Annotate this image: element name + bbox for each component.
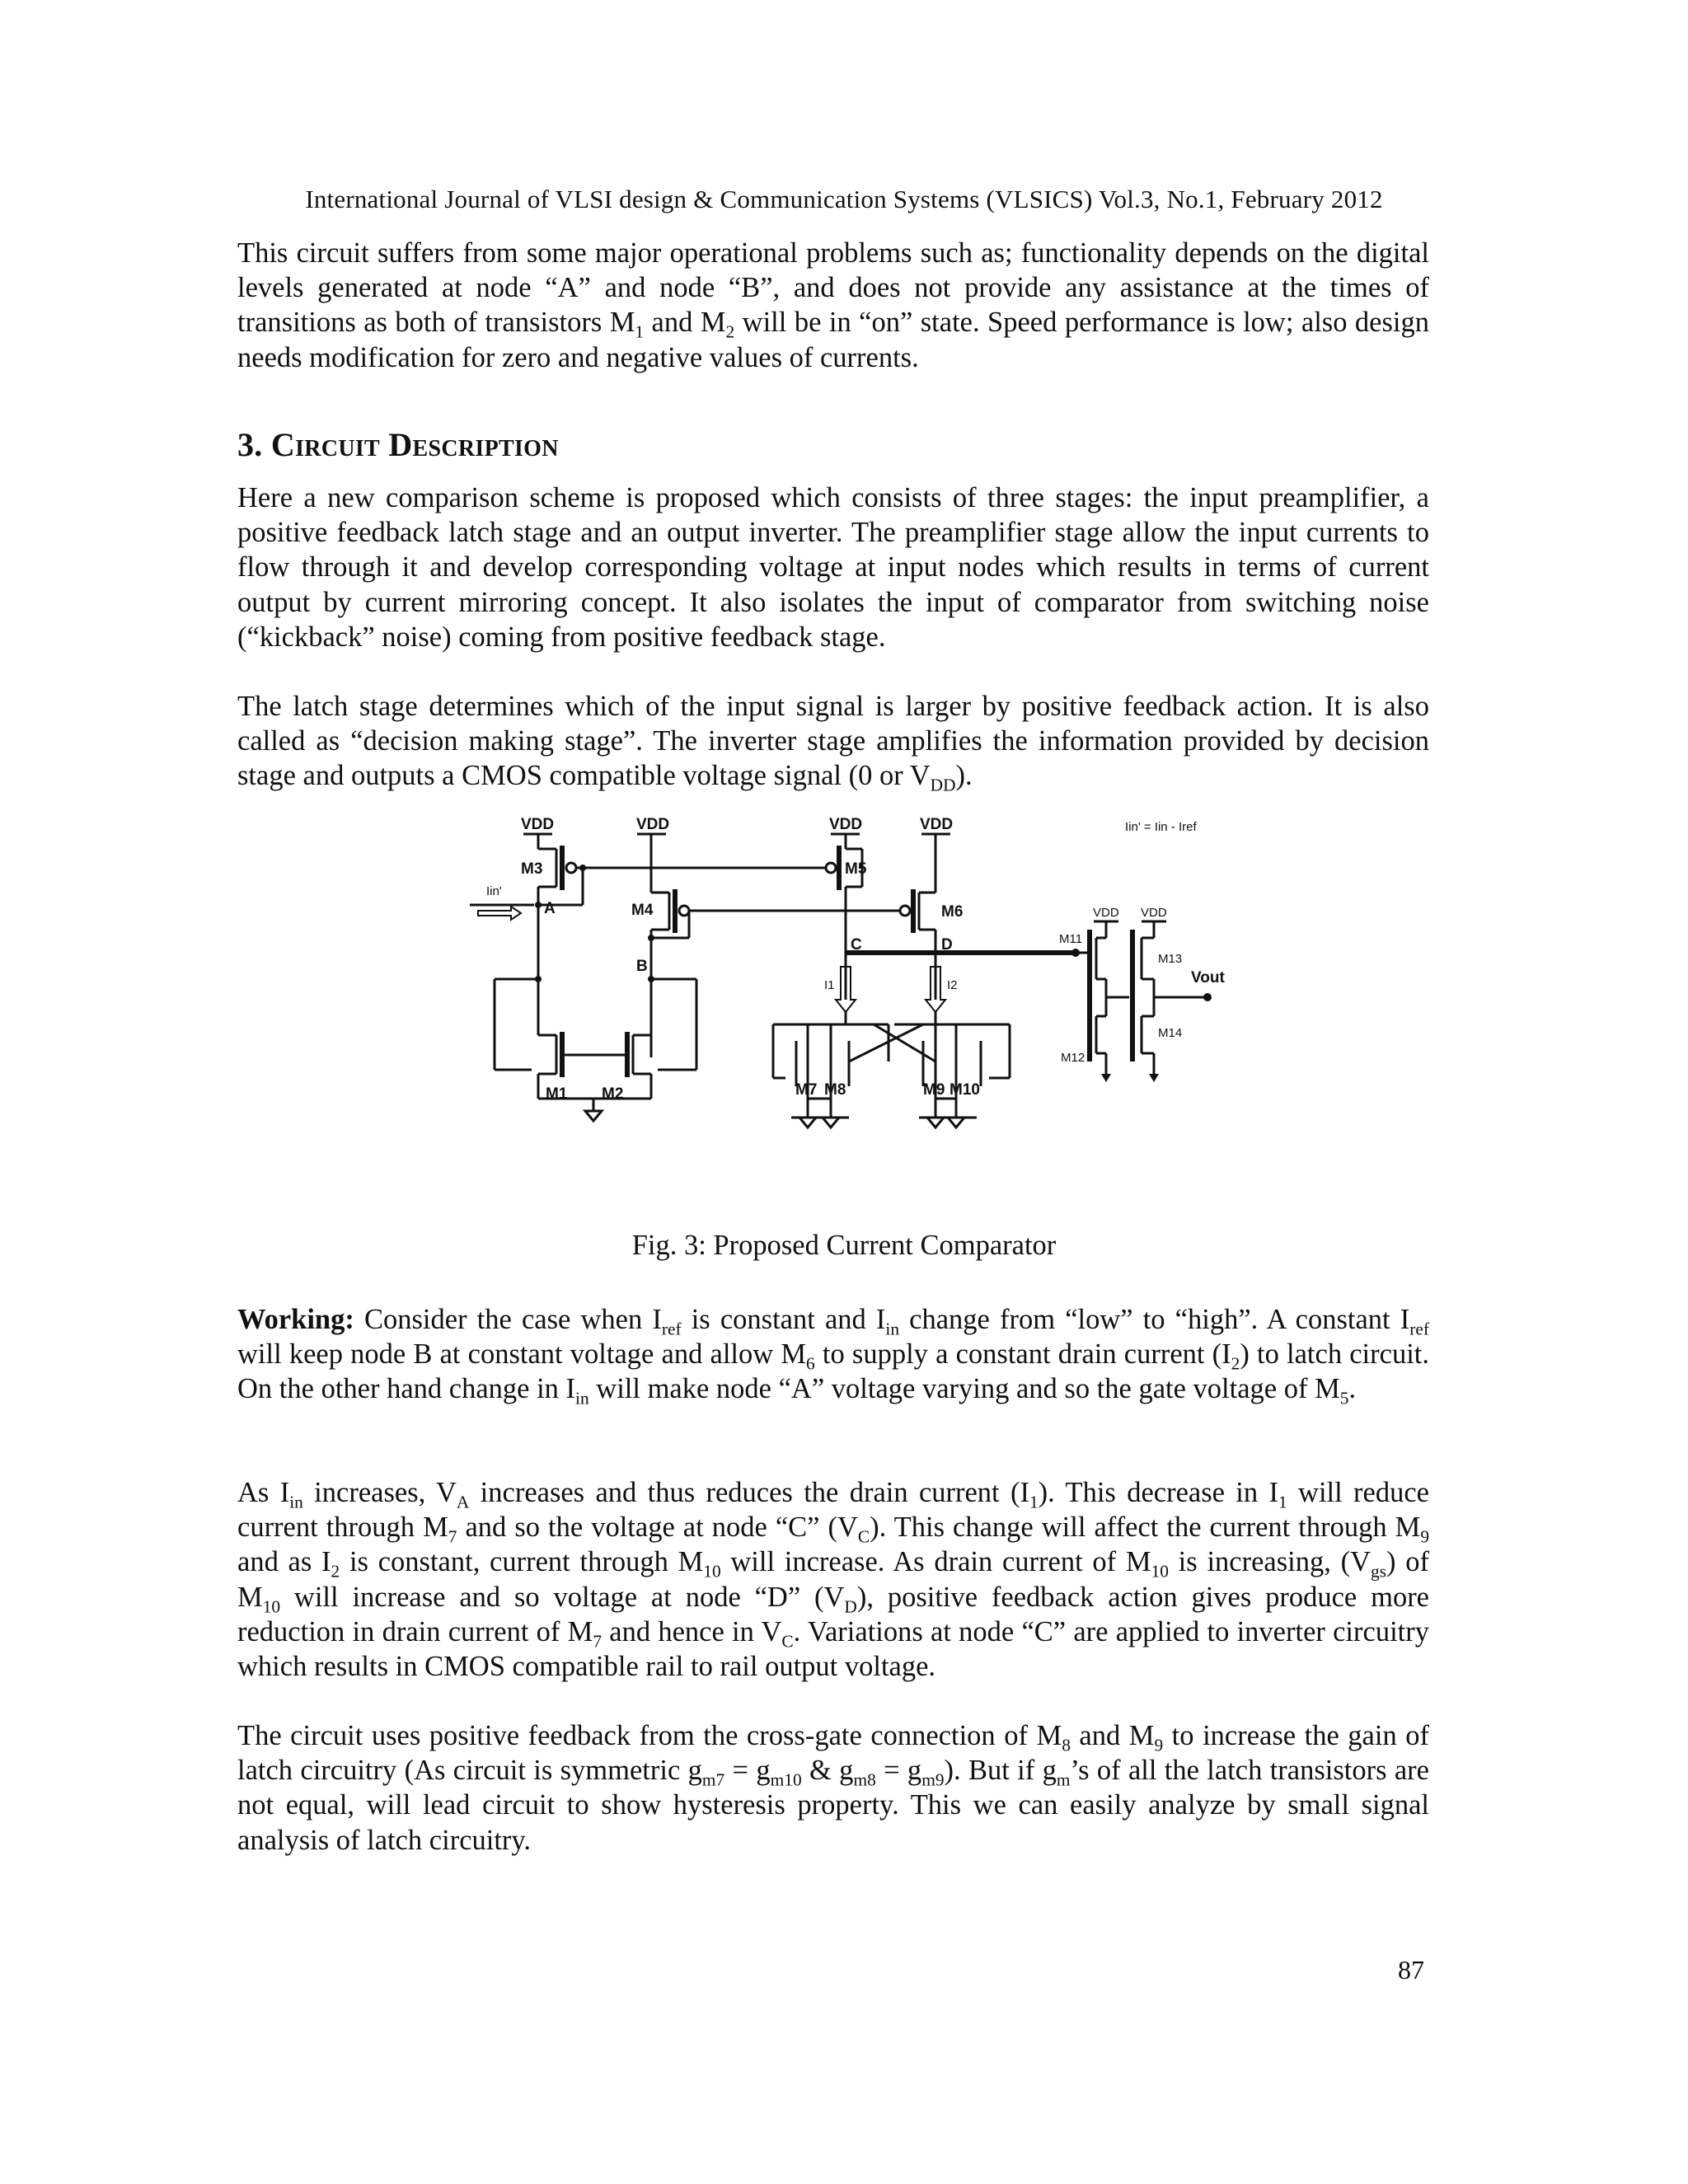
circuit-figure: [462, 814, 1236, 1226]
label-i1: I1: [824, 978, 835, 992]
label-m12: M12: [1061, 1051, 1085, 1065]
vout-terminal: [1203, 993, 1212, 1001]
feedback-paragraph: The circuit uses positive feedback from the cross-gate connection of $M_8$ and $M_9$ to increase the gain of latch circuitry (As circuit is symmetric $g_{m7} = g_{m10}$ & $g_{m8} = g_{m9}$). But if $g_m’s$ of all the latch transistors are not equal, will lead circuit to show hysteresis property. This we can easily analyze by small signal analysis of latch circuitry.: [237, 1720, 1429, 1856]
current-comparator-schematic: [462, 814, 1236, 1226]
vdd-label-m5: VDD: [829, 816, 863, 833]
working-paragraph: Working: Consider the case when $I_{ref}$ is constant and $I_{in}$ change from “low” to “high”. A constant $I_{ref}$ will keep node B at constant voltage and allow $M_6$ to supply a constant drain current $(I_2)$ to latch circuit. On the other hand change in $I_{in}$ will make node “A” voltage varying and so the gate voltage of $M_5$.: [237, 1304, 1429, 1408]
ground-icon-m1-m2: [585, 1111, 602, 1121]
label-m1: M1: [546, 1085, 568, 1103]
running-header: International Journal of VLSI design & Communication Systems (VLSICS) Vol.3, No.1, February 2012: [305, 185, 1383, 213]
transistor-m13-m14: [1106, 921, 1159, 1082]
vdd-label-m11: VDD: [1093, 906, 1119, 920]
vdd-label-m6: VDD: [920, 816, 954, 833]
working-label: Working:: [237, 1304, 354, 1335]
label-vout: Vout: [1191, 969, 1225, 987]
scheme-paragraph: Here a new comparison scheme is proposed which consists of three stages: the input preamplifier, a positive feedback latch stage and an output inverter. The preamplifier stage allow the input currents to flow through it and develop corresponding voltage at input nodes which results in terms of current output by current mirroring concept. It also isolates the input of comparator from switching noise (“kickback” noise) coming from positive feedback stage.: [237, 482, 1429, 653]
vdd-label-m13: VDD: [1141, 906, 1167, 920]
transistor-m4: [651, 834, 689, 954]
label-m5: M5: [845, 860, 867, 878]
transistor-m2: [575, 976, 696, 1099]
label-node-b: B: [636, 958, 648, 975]
node-dot-c-inverter: [1071, 949, 1080, 957]
node-dot-b: [648, 935, 654, 941]
label-m3: M3: [521, 860, 543, 878]
vdd-label-m3: VDD: [521, 816, 555, 833]
label-m11: M11: [1059, 932, 1083, 946]
increase-paragraph: As $I_{in}$ increases, $V_A$ increases and thus reduces the drain current $(I_1)$. This decrease in $I_1$ will reduce current through $M_7$ and so the voltage at node “C” $(V_C)$. This change will affect the current through $M_9$ and as $I_2$ is constant, current through $M_{10}$ will increase. As drain current of $M_{10}$ is increasing, $(V_{gs})$ of $M_{10}$ will increase and so voltage at node “D” $(V_D)$, positive feedback action gives produce more reduction in drain current of $M_7$ and hence in $V_C$. Variations at node “C” are applied to inverter circuitry which results in CMOS compatible rail to rail output voltage.: [237, 1477, 1429, 1683]
label-i2: I2: [947, 978, 958, 992]
intro-paragraph: This circuit suffers from some major operational problems such as; functionality depends on the digital levels generated at node “A” and node “B”, and does not provide any assistance at the times of transitions as both of transistors $M_1$ and $M_2$ will be in “on” state. Speed performance is low; also design needs modification for zero and negative values of currents.: [237, 237, 1430, 373]
wire-cross-gate-a: [849, 1024, 923, 1062]
section-heading: 3. Circuit Description: [237, 426, 559, 463]
label-m6: M6: [941, 903, 964, 921]
label-node-a: A: [544, 900, 556, 917]
vdd-label-m4: VDD: [636, 816, 670, 833]
transistor-m1: [495, 958, 575, 1099]
node-dot-a: [535, 902, 542, 908]
label-iin: Iin': [486, 884, 502, 898]
label-m8: M8: [824, 1081, 846, 1099]
label-m7: M7: [795, 1081, 818, 1099]
figure-caption: Fig. 3: Proposed Current Comparator: [631, 1230, 1057, 1261]
page-number: 87: [1398, 1955, 1424, 1985]
wire-cross-gate-b: [874, 1024, 935, 1062]
current-equation: Iin' = Iin - Iref: [1125, 820, 1197, 834]
label-m2: M2: [602, 1085, 624, 1103]
label-m14: M14: [1158, 1026, 1183, 1040]
transistor-m7-m8: [773, 1012, 889, 1127]
label-m13: M13: [1158, 952, 1183, 966]
latch-paragraph: The latch stage determines which of the input signal is larger by positive feedback action. It is also called as “decision making stage”. The inverter stage amplifies the information provided by decision stage and outputs a CMOS compatible voltage signal (0 or $V_{DD}$).: [237, 691, 1429, 795]
label-m10: M10: [950, 1081, 980, 1099]
label-m9: M9: [923, 1081, 945, 1099]
label-node-c: C: [851, 936, 862, 954]
label-node-d: D: [941, 936, 953, 954]
label-m4: M4: [631, 902, 654, 919]
iin-arrow-icon: [478, 907, 521, 920]
